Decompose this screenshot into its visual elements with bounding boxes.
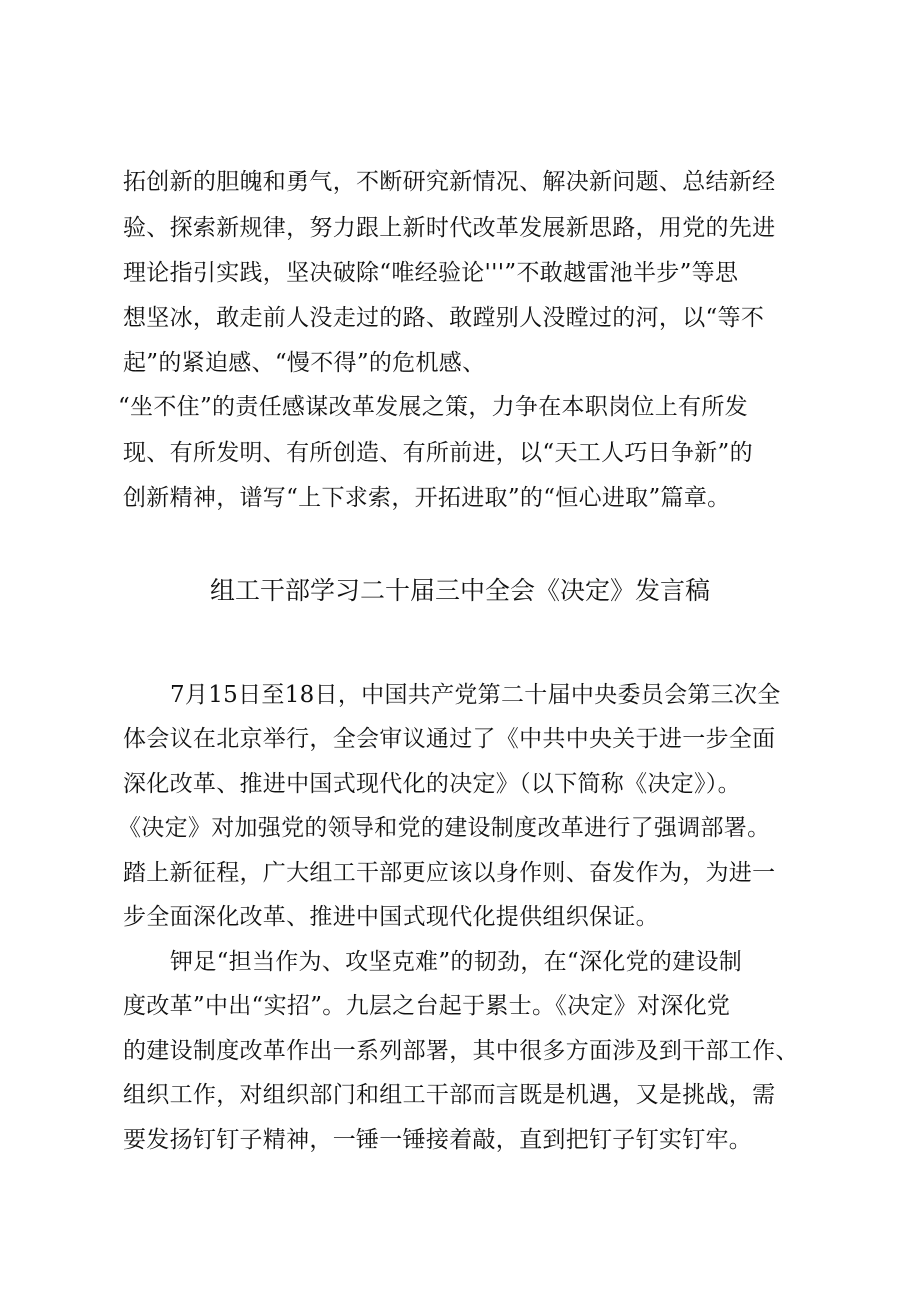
article-title: 组工干部学习二十届三中全会《决定》发言稿 (209, 576, 710, 605)
text-line: 验、探索新规律，努力跟上新时代改革发展新思路，用党的先进 (123, 215, 776, 241)
text-line: 的建设制度改革作出一系列部署，其中很多方面涉及到干部工作、 (123, 1038, 799, 1064)
text-line: 要发扬钉钉子精神，一锤一锤接着敲，直到把钉子钉实钉牢。 (123, 1127, 753, 1153)
text-line: 踏上新征程，广大组工干部更应该以身作则、奋发作为，为进一 (123, 860, 776, 886)
text-line: 理论指引实践，坚决破除“唯经验论'''”不敢越雷池半步”等思 (123, 260, 739, 286)
text-line: 钾足“担当作为、攻坚克难”的韧劲，在“深化党的建设制 (170, 949, 743, 975)
text-line: 7月15日至18日，中国共产党第二十届中央委员会第三次全 (170, 682, 781, 708)
text-line: 现、有所发明、有所创造、有所前进，以“天工人巧日争新”的 (123, 440, 753, 466)
text-line: 深化改革、推进中国式现代化的决定》（以下简称《决定》）。 (123, 771, 741, 797)
text-line: 起”的紧迫感、“慢不得”的危机感、 (123, 350, 486, 376)
text-line: 想坚冰，敢走前人没走过的路、敢蹚别人没瞠过的河，以“等不 (123, 305, 765, 331)
text-line: 组织工作，对组织部门和组工干部而言既是机遇，又是挑战，需 (123, 1082, 776, 1108)
text-line: 度改革”中出“实招”。九层之台起于累士。《决定》对深化党 (123, 993, 731, 1019)
text-line: 拓创新的胆魄和勇气，不断研究新情况、解决新问题、总结新经 (123, 169, 776, 195)
text-line: 体会议在北京举行，全会审议通过了《中共中央关于进一步全面 (123, 726, 776, 752)
text-line: 步全面深化改革、推进中国式现代化提供组织保证。 (123, 904, 659, 930)
text-line: “坐不住”的责任感谋改革发展之策，力争在本职岗位上有所发 (118, 394, 748, 420)
text-line: 《决定》对加强党的领导和党的建设制度改革进行了强调部署。 (118, 815, 771, 841)
text-line: 创新精神，谱写“上下求索，开拓进取”的“恒心进取”篇章。 (123, 485, 731, 511)
